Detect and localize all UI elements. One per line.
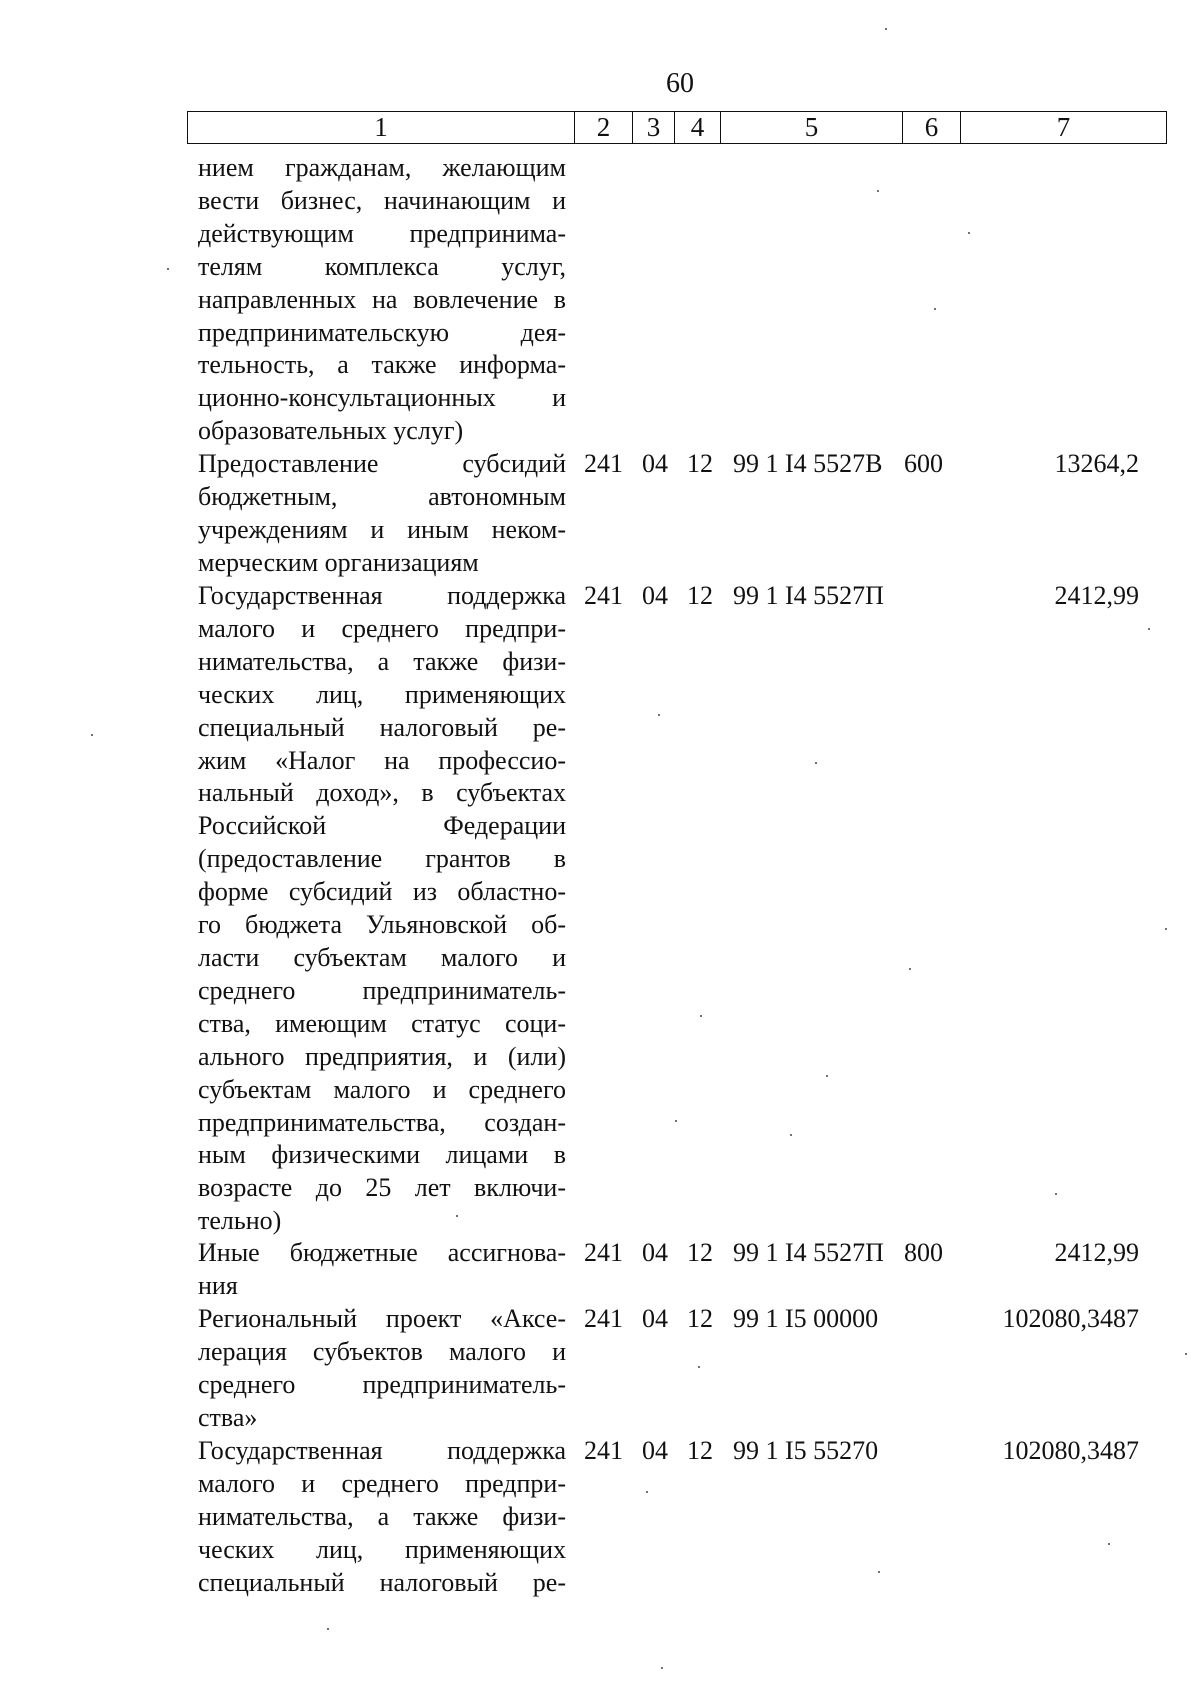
row-name-line: среднего предприниматель- (198, 975, 566, 1005)
scan-speck (658, 714, 660, 716)
amount: 2412,99 (1054, 581, 1139, 610)
row-name-line: ческих лиц, применяющих (198, 1534, 566, 1564)
row-name-line: тельность, а также информа- (198, 350, 566, 380)
scan-speck (646, 1491, 648, 1493)
scan-speck (885, 28, 887, 30)
scan-speck (878, 1571, 880, 1573)
target-article-code: 99 1 I4 5527П (733, 1238, 884, 1267)
row-name-line: среднего предприниматель- (198, 1369, 566, 1399)
ved-code: 241 (584, 581, 623, 610)
row-name (198, 580, 566, 1238)
scan-speck (700, 1015, 702, 1017)
scan-speck (1185, 1353, 1187, 1355)
scan-speck (790, 1134, 792, 1136)
row-name-line: мерческим организациям (198, 547, 479, 577)
ved-code: 241 (584, 449, 623, 478)
row-name (198, 1303, 566, 1435)
target-article-code: 99 1 I5 55270 (733, 1436, 879, 1465)
page-number: 60 (666, 68, 694, 99)
row-name-line: Российской Федерации (198, 811, 566, 841)
ved-code: 241 (584, 1304, 623, 1333)
scan-speck (909, 968, 911, 970)
column-header-7: 7 (961, 112, 1167, 144)
row-name (198, 1237, 566, 1303)
section-code: 04 (642, 1304, 668, 1333)
row-name-line: ального предприятия, и (или) (198, 1041, 566, 1071)
section-code: 04 (642, 581, 668, 610)
row-name-line: жим «Налог на профессио- (198, 745, 566, 775)
row-name-line: субъектам малого и среднего (198, 1074, 566, 1104)
target-article-code: 99 1 I4 5527П (733, 581, 884, 610)
row-name-line: учреждениям и иным неком- (198, 514, 566, 544)
row-name-line: ционно-консультационных и (198, 383, 566, 413)
target-article-code: 99 1 I5 00000 (733, 1304, 879, 1333)
row-name-line: предпринимательскую дея- (198, 317, 566, 347)
row-name-line: нимательства, а также физи- (198, 646, 566, 676)
ved-code: 241 (584, 1436, 623, 1465)
row-name-line: предпринимательства, создан- (198, 1107, 566, 1137)
subsection-code: 12 (687, 449, 713, 478)
row-name-line: ным физическими лицами в (198, 1140, 566, 1170)
row-name-line: ства» (198, 1402, 258, 1432)
column-header-4: 4 (675, 112, 721, 144)
row-name-line: форме субсидий из областно- (198, 877, 566, 907)
subsection-code: 12 (687, 1304, 713, 1333)
row-name (198, 448, 566, 580)
scan-speck (167, 268, 169, 270)
column-header-row (188, 112, 1167, 144)
expense-type-code: 800 (904, 1238, 943, 1267)
column-header-5: 5 (721, 112, 903, 144)
row-name-line: ласти субъектам малого и (198, 942, 566, 972)
row-name-line: действующим предпринима- (198, 218, 566, 248)
amount: 102080,3487 (1002, 1304, 1139, 1333)
subsection-code: 12 (687, 581, 713, 610)
row-name-line: ства, имеющим статус соци- (198, 1008, 566, 1038)
row-name-line: бюджетным, автономным (198, 481, 566, 511)
ved-code: 241 (584, 1238, 623, 1267)
scan-speck (661, 1667, 663, 1669)
row-name-line: возрасте до 25 лет включи- (198, 1173, 566, 1203)
section-code: 04 (642, 449, 668, 478)
row-name-line: направленных на вовлечение в (198, 284, 566, 314)
row-name-line: нимательства, а также физи- (198, 1501, 566, 1531)
column-header-table (187, 111, 1167, 144)
row-name-line: телям комплекса услуг, (198, 251, 566, 281)
row-name-line: Региональный проект «Аксе- (198, 1304, 566, 1333)
row-name-line: тельно) (198, 1206, 282, 1236)
column-header-6: 6 (903, 112, 961, 144)
row-name (198, 1435, 566, 1600)
scan-speck (1165, 928, 1167, 930)
row-name-line: нальный доход», в субъектах (198, 778, 566, 808)
scan-speck (675, 1120, 677, 1122)
row-name-line: нием гражданам, желающим (198, 153, 566, 182)
scan-speck (815, 762, 817, 764)
row-name-line: Государственная поддержка (198, 581, 566, 610)
row-name-line: лерация субъектов малого и (198, 1336, 566, 1366)
scan-speck (1148, 628, 1150, 630)
row-name-line: малого и среднего предпри- (198, 613, 566, 643)
row-name-line: специальный налоговый ре- (198, 712, 566, 742)
scan-speck (456, 1215, 458, 1217)
column-header-1: 1 (188, 112, 575, 144)
row-name-line: специальный налоговый ре- (198, 1567, 566, 1597)
expense-type-code: 600 (904, 449, 943, 478)
section-code: 04 (642, 1238, 668, 1267)
scan-speck (698, 1366, 700, 1368)
scan-speck (877, 190, 879, 192)
column-header-2: 2 (575, 112, 633, 144)
row-name-line: го бюджета Ульяновской об- (198, 910, 566, 940)
row-name-line: вести бизнес, начинающим и (198, 185, 566, 215)
column-header-3: 3 (633, 112, 675, 144)
section-code: 04 (642, 1436, 668, 1465)
row-name-line: Государственная поддержка (198, 1436, 566, 1465)
row-name-line: Предоставление субсидий (198, 449, 566, 478)
row-name (198, 152, 566, 448)
amount: 102080,3487 (1002, 1436, 1139, 1465)
row-name-line: малого и среднего предпри- (198, 1468, 566, 1498)
row-name-line: ния (198, 1270, 238, 1300)
row-name-line: (предоставление грантов в (198, 844, 566, 874)
amount: 2412,99 (1054, 1238, 1139, 1267)
subsection-code: 12 (687, 1436, 713, 1465)
row-name-line: ческих лиц, применяющих (198, 679, 566, 709)
scan-speck (1055, 1193, 1057, 1195)
subsection-code: 12 (687, 1238, 713, 1267)
scan-speck (327, 1628, 329, 1630)
scan-speck (1108, 1543, 1110, 1545)
amount: 13264,2 (1054, 449, 1139, 478)
target-article-code: 99 1 I4 5527В (733, 449, 883, 478)
row-name-line: образовательных услуг) (198, 416, 464, 446)
scan-speck (826, 1075, 828, 1077)
scan-speck (934, 308, 936, 310)
scan-speck (968, 232, 970, 234)
scan-speck (91, 734, 93, 736)
row-name-line: Иные бюджетные ассигнова- (198, 1238, 566, 1267)
